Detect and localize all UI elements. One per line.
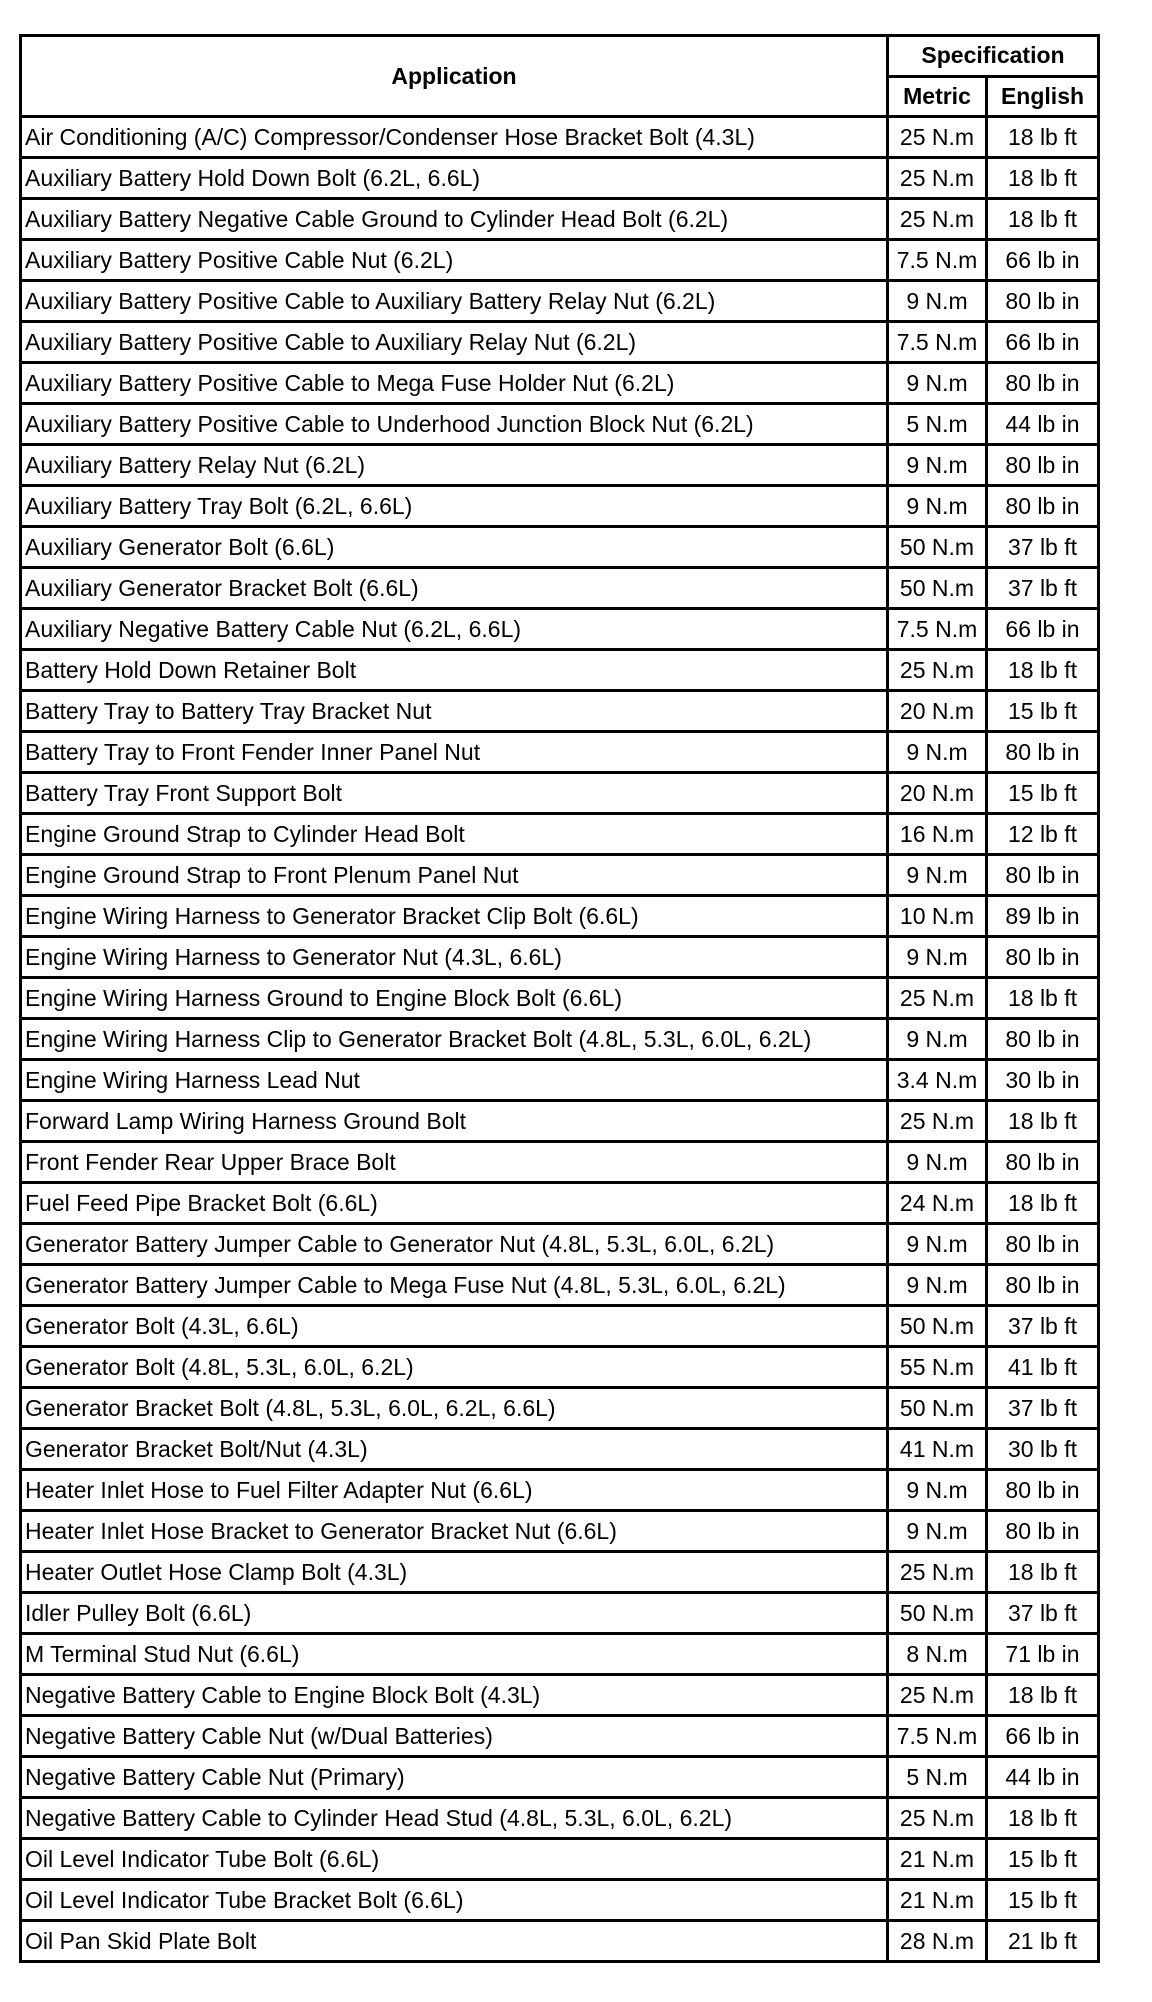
table-row (21, 117, 1099, 158)
table-row (21, 1921, 1099, 1962)
metric-cell: 50 N.m (888, 1388, 987, 1429)
table-body (21, 117, 1099, 1962)
english-cell: 44 lb in (987, 1757, 1099, 1798)
application-cell: Auxiliary Generator Bracket Bolt (6.6L) (21, 568, 888, 609)
english-cell: 18 lb ft (987, 117, 1099, 158)
metric-cell: 25 N.m (888, 650, 987, 691)
english-column-header: English (987, 76, 1099, 117)
english-cell: 89 lb in (987, 896, 1099, 937)
table-row (21, 937, 1099, 978)
english-cell: 44 lb in (987, 404, 1099, 445)
english-cell: 21 lb ft (987, 1921, 1099, 1962)
table-row (21, 1839, 1099, 1880)
application-cell: Oil Pan Skid Plate Bolt (21, 1921, 888, 1962)
application-cell: Generator Bracket Bolt (4.8L, 5.3L, 6.0L, 6.2L, 6.6L) (21, 1388, 888, 1429)
table-row (21, 732, 1099, 773)
english-cell: 80 lb in (987, 1224, 1099, 1265)
table-row (21, 1019, 1099, 1060)
metric-cell: 9 N.m (888, 1224, 987, 1265)
english-cell: 66 lb in (987, 240, 1099, 281)
metric-cell: 16 N.m (888, 814, 987, 855)
english-cell: 30 lb in (987, 1060, 1099, 1101)
application-cell: Auxiliary Battery Positive Cable to Auxiliary Relay Nut (6.2L) (21, 322, 888, 363)
table-row (21, 568, 1099, 609)
table-row (21, 158, 1099, 199)
application-cell: Engine Wiring Harness Lead Nut (21, 1060, 888, 1101)
english-cell: 80 lb in (987, 1470, 1099, 1511)
application-cell: Battery Tray to Battery Tray Bracket Nut (21, 691, 888, 732)
application-cell: Auxiliary Generator Bolt (6.6L) (21, 527, 888, 568)
metric-cell: 20 N.m (888, 773, 987, 814)
metric-cell: 9 N.m (888, 1142, 987, 1183)
application-cell: Auxiliary Battery Tray Bolt (6.2L, 6.6L) (21, 486, 888, 527)
english-cell: 37 lb ft (987, 527, 1099, 568)
table-row (21, 1880, 1099, 1921)
table-row (21, 1429, 1099, 1470)
application-cell: Engine Wiring Harness Clip to Generator Bracket Bolt (4.8L, 5.3L, 6.0L, 6.2L) (21, 1019, 888, 1060)
table-row (21, 1470, 1099, 1511)
metric-cell: 9 N.m (888, 1470, 987, 1511)
english-cell: 15 lb ft (987, 691, 1099, 732)
metric-cell: 9 N.m (888, 855, 987, 896)
application-cell: Oil Level Indicator Tube Bolt (6.6L) (21, 1839, 888, 1880)
metric-cell: 9 N.m (888, 281, 987, 322)
english-cell: 18 lb ft (987, 158, 1099, 199)
metric-cell: 25 N.m (888, 199, 987, 240)
table-row (21, 814, 1099, 855)
application-cell: Forward Lamp Wiring Harness Ground Bolt (21, 1101, 888, 1142)
english-cell: 37 lb ft (987, 1593, 1099, 1634)
english-cell: 41 lb ft (987, 1347, 1099, 1388)
application-cell: Heater Outlet Hose Clamp Bolt (4.3L) (21, 1552, 888, 1593)
table-row (21, 1060, 1099, 1101)
application-cell: Engine Ground Strap to Cylinder Head Bolt (21, 814, 888, 855)
english-cell: 80 lb in (987, 1265, 1099, 1306)
metric-cell: 50 N.m (888, 527, 987, 568)
table-row (21, 1757, 1099, 1798)
metric-cell: 9 N.m (888, 486, 987, 527)
specification-column-header: Specification (888, 36, 1099, 77)
table-header (21, 36, 1099, 117)
metric-cell: 9 N.m (888, 937, 987, 978)
application-cell: Auxiliary Battery Negative Cable Ground to Cylinder Head Bolt (6.2L) (21, 199, 888, 240)
application-cell: Heater Inlet Hose Bracket to Generator Bracket Nut (6.6L) (21, 1511, 888, 1552)
application-cell: Generator Bracket Bolt/Nut (4.3L) (21, 1429, 888, 1470)
metric-cell: 21 N.m (888, 1880, 987, 1921)
metric-cell: 25 N.m (888, 158, 987, 199)
application-cell: Generator Bolt (4.8L, 5.3L, 6.0L, 6.2L) (21, 1347, 888, 1388)
metric-cell: 50 N.m (888, 568, 987, 609)
application-cell: Heater Inlet Hose to Fuel Filter Adapter Nut (6.6L) (21, 1470, 888, 1511)
english-cell: 18 lb ft (987, 650, 1099, 691)
english-cell: 37 lb ft (987, 1388, 1099, 1429)
table-row (21, 650, 1099, 691)
table-row (21, 1306, 1099, 1347)
metric-cell: 50 N.m (888, 1593, 987, 1634)
table-row (21, 404, 1099, 445)
application-cell: Generator Bolt (4.3L, 6.6L) (21, 1306, 888, 1347)
table-row (21, 609, 1099, 650)
application-cell: Battery Tray Front Support Bolt (21, 773, 888, 814)
application-cell: Auxiliary Battery Positive Cable to Mega Fuse Holder Nut (6.2L) (21, 363, 888, 404)
metric-cell: 9 N.m (888, 1265, 987, 1306)
torque-spec-table (19, 34, 1100, 1963)
english-cell: 80 lb in (987, 1511, 1099, 1552)
metric-cell: 25 N.m (888, 1675, 987, 1716)
english-cell: 80 lb in (987, 937, 1099, 978)
application-cell: Auxiliary Battery Hold Down Bolt (6.2L, 6.6L) (21, 158, 888, 199)
metric-cell: 25 N.m (888, 1101, 987, 1142)
application-cell: Auxiliary Negative Battery Cable Nut (6.2L, 6.6L) (21, 609, 888, 650)
metric-cell: 50 N.m (888, 1306, 987, 1347)
metric-cell: 25 N.m (888, 117, 987, 158)
application-cell: Engine Ground Strap to Front Plenum Panel Nut (21, 855, 888, 896)
english-cell: 12 lb ft (987, 814, 1099, 855)
table-row (21, 486, 1099, 527)
metric-cell: 7.5 N.m (888, 322, 987, 363)
english-cell: 80 lb in (987, 281, 1099, 322)
application-column-header: Application (21, 36, 888, 117)
metric-cell: 9 N.m (888, 732, 987, 773)
metric-cell: 5 N.m (888, 404, 987, 445)
metric-column-header: Metric (888, 76, 987, 117)
english-cell: 30 lb ft (987, 1429, 1099, 1470)
table-row (21, 363, 1099, 404)
metric-cell: 5 N.m (888, 1757, 987, 1798)
application-cell: Generator Battery Jumper Cable to Mega Fuse Nut (4.8L, 5.3L, 6.0L, 6.2L) (21, 1265, 888, 1306)
table-row (21, 322, 1099, 363)
metric-cell: 20 N.m (888, 691, 987, 732)
application-cell: Battery Tray to Front Fender Inner Panel Nut (21, 732, 888, 773)
table-row (21, 1511, 1099, 1552)
english-cell: 18 lb ft (987, 1552, 1099, 1593)
metric-cell: 9 N.m (888, 363, 987, 404)
english-cell: 66 lb in (987, 1716, 1099, 1757)
table-row (21, 896, 1099, 937)
application-cell: Auxiliary Battery Positive Cable to Underhood Junction Block Nut (6.2L) (21, 404, 888, 445)
table-row (21, 1101, 1099, 1142)
english-cell: 18 lb ft (987, 1183, 1099, 1224)
english-cell: 18 lb ft (987, 1675, 1099, 1716)
application-cell: Oil Level Indicator Tube Bracket Bolt (6.6L) (21, 1880, 888, 1921)
metric-cell: 3.4 N.m (888, 1060, 987, 1101)
table-row (21, 978, 1099, 1019)
table-row (21, 1347, 1099, 1388)
metric-cell: 7.5 N.m (888, 240, 987, 281)
metric-cell: 9 N.m (888, 445, 987, 486)
application-cell: Auxiliary Battery Positive Cable Nut (6.2L) (21, 240, 888, 281)
table-row (21, 855, 1099, 896)
application-cell: Negative Battery Cable to Cylinder Head Stud (4.8L, 5.3L, 6.0L, 6.2L) (21, 1798, 888, 1839)
english-cell: 80 lb in (987, 855, 1099, 896)
english-cell: 37 lb ft (987, 568, 1099, 609)
metric-cell: 24 N.m (888, 1183, 987, 1224)
metric-cell: 25 N.m (888, 1798, 987, 1839)
application-cell: Air Conditioning (A/C) Compressor/Condenser Hose Bracket Bolt (4.3L) (21, 117, 888, 158)
table-row (21, 445, 1099, 486)
english-cell: 15 lb ft (987, 1839, 1099, 1880)
table-row (21, 199, 1099, 240)
application-cell: Engine Wiring Harness to Generator Bracket Clip Bolt (6.6L) (21, 896, 888, 937)
english-cell: 80 lb in (987, 445, 1099, 486)
application-cell: Negative Battery Cable to Engine Block Bolt (4.3L) (21, 1675, 888, 1716)
metric-cell: 7.5 N.m (888, 609, 987, 650)
metric-cell: 25 N.m (888, 978, 987, 1019)
application-cell: Battery Hold Down Retainer Bolt (21, 650, 888, 691)
table-row (21, 527, 1099, 568)
table-row (21, 281, 1099, 322)
table-row (21, 1593, 1099, 1634)
english-cell: 66 lb in (987, 322, 1099, 363)
metric-cell: 41 N.m (888, 1429, 987, 1470)
table-row (21, 1798, 1099, 1839)
english-cell: 71 lb in (987, 1634, 1099, 1675)
metric-cell: 10 N.m (888, 896, 987, 937)
application-cell: Engine Wiring Harness Ground to Engine Block Bolt (6.6L) (21, 978, 888, 1019)
metric-cell: 9 N.m (888, 1019, 987, 1060)
table-row (21, 691, 1099, 732)
english-cell: 18 lb ft (987, 1798, 1099, 1839)
application-cell: Generator Battery Jumper Cable to Generator Nut (4.8L, 5.3L, 6.0L, 6.2L) (21, 1224, 888, 1265)
english-cell: 18 lb ft (987, 978, 1099, 1019)
application-cell: Negative Battery Cable Nut (w/Dual Batteries) (21, 1716, 888, 1757)
metric-cell: 25 N.m (888, 1552, 987, 1593)
english-cell: 15 lb ft (987, 773, 1099, 814)
english-cell: 18 lb ft (987, 1101, 1099, 1142)
english-cell: 80 lb in (987, 363, 1099, 404)
english-cell: 18 lb ft (987, 199, 1099, 240)
table-row (21, 1675, 1099, 1716)
english-cell: 80 lb in (987, 1142, 1099, 1183)
metric-cell: 7.5 N.m (888, 1716, 987, 1757)
application-cell: Engine Wiring Harness to Generator Nut (4.3L, 6.6L) (21, 937, 888, 978)
english-cell: 80 lb in (987, 732, 1099, 773)
torque-spec-sheet (19, 34, 1100, 1963)
english-cell: 37 lb ft (987, 1306, 1099, 1347)
application-cell: Auxiliary Battery Relay Nut (6.2L) (21, 445, 888, 486)
table-row (21, 773, 1099, 814)
english-cell: 15 lb ft (987, 1880, 1099, 1921)
english-cell: 80 lb in (987, 1019, 1099, 1060)
application-cell: Idler Pulley Bolt (6.6L) (21, 1593, 888, 1634)
table-row (21, 1552, 1099, 1593)
table-row (21, 1142, 1099, 1183)
metric-cell: 55 N.m (888, 1347, 987, 1388)
metric-cell: 28 N.m (888, 1921, 987, 1962)
metric-cell: 21 N.m (888, 1839, 987, 1880)
application-cell: Front Fender Rear Upper Brace Bolt (21, 1142, 888, 1183)
table-row (21, 240, 1099, 281)
application-cell: Fuel Feed Pipe Bracket Bolt (6.6L) (21, 1183, 888, 1224)
table-row (21, 1634, 1099, 1675)
table-row (21, 1716, 1099, 1757)
application-cell: Auxiliary Battery Positive Cable to Auxiliary Battery Relay Nut (6.2L) (21, 281, 888, 322)
metric-cell: 9 N.m (888, 1511, 987, 1552)
table-row (21, 1183, 1099, 1224)
table-row (21, 1224, 1099, 1265)
application-cell: M Terminal Stud Nut (6.6L) (21, 1634, 888, 1675)
english-cell: 66 lb in (987, 609, 1099, 650)
metric-cell: 8 N.m (888, 1634, 987, 1675)
table-row (21, 1388, 1099, 1429)
english-cell: 80 lb in (987, 486, 1099, 527)
table-row (21, 1265, 1099, 1306)
application-cell: Negative Battery Cable Nut (Primary) (21, 1757, 888, 1798)
